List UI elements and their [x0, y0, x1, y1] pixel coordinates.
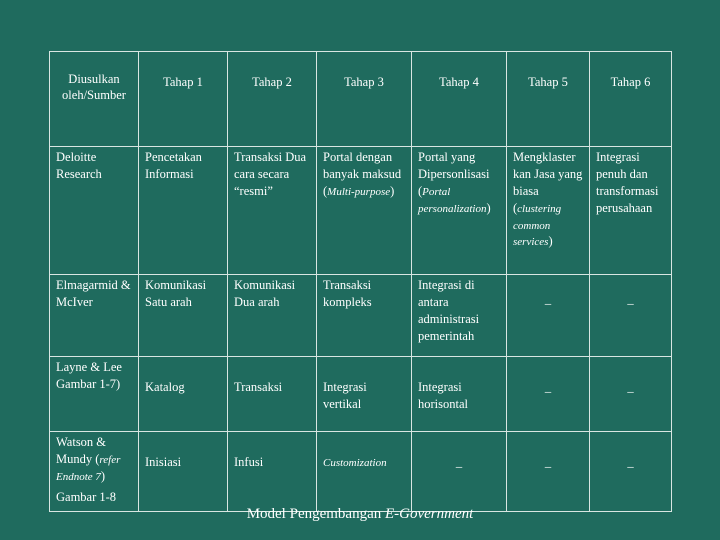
header-tahap-6: Tahap 6 [590, 52, 672, 147]
cell-tahap-5 [507, 147, 590, 275]
cell-tahap-6 [590, 275, 672, 357]
header-tahap-1: Tahap 1 [139, 52, 228, 147]
cell-text: Portal dengan banyak maksud ( [323, 150, 402, 198]
empty-dash: _ [544, 380, 552, 394]
header-tahap-5: Tahap 5 [507, 52, 590, 147]
cell-text: Portal yang Dipersonlisasi ( [418, 150, 490, 198]
table-row [50, 275, 672, 357]
cell-tahap-4 [412, 432, 507, 512]
slide-caption [0, 506, 720, 523]
cell-tahap-2: Komunikasi Dua arah [228, 275, 317, 357]
cell-text: Watson & Mundy ( [56, 435, 107, 466]
cell-tahap-1: Pencetakan Informasi [139, 147, 228, 275]
cell-tahap-3 [317, 147, 412, 275]
table-row [50, 147, 672, 275]
cell-tahap-3: Transaksi kompleks [317, 275, 412, 357]
header-tahap-4: Tahap 4 [412, 52, 507, 147]
cell-tahap-3 [317, 432, 412, 512]
row-source: Deloitte Research [50, 147, 139, 275]
empty-dash: _ [627, 455, 634, 469]
header-tahap-3: Tahap 3 [317, 52, 412, 147]
row-source [50, 432, 139, 512]
empty-dash: _ [455, 455, 463, 469]
cell-tahap-5 [507, 275, 590, 357]
cell-tahap-2: Transaksi Dua cara secara “resmi” [228, 147, 317, 275]
cell-text: ) [486, 200, 491, 215]
cell-tahap-6: Integrasi penuh dan transformasi perusahaan [590, 147, 672, 275]
cell-italic-text: Portal personalization [418, 185, 487, 215]
table-row [50, 357, 672, 432]
cell-text: ) [548, 234, 553, 249]
cell-italic-text: Customization [323, 457, 387, 469]
cell-tahap-1: Komunikasi Satu arah [139, 275, 228, 357]
cell-italic-text: Multi-purpose [327, 185, 391, 198]
header-source: Diusulkan oleh/Sumber [50, 52, 139, 147]
empty-dash: _ [544, 292, 552, 306]
row-source: Elmagarmid & McIver [50, 275, 139, 357]
cell-tahap-2: Infusi [228, 432, 317, 512]
empty-dash: _ [627, 292, 634, 306]
cell-tahap-4: Integrasi di antara administrasi pemerintah [412, 275, 507, 357]
header-tahap-2: Tahap 2 [228, 52, 317, 147]
table-header-row [50, 52, 672, 147]
cell-tahap-1: Inisiasi [139, 432, 228, 512]
cell-tahap-4: Integrasi horisontal [412, 357, 507, 432]
cell-italic-text: clustering common services [513, 202, 562, 249]
empty-dash: _ [627, 380, 634, 394]
empty-dash: _ [544, 455, 552, 469]
cell-text: ) [100, 468, 106, 483]
cell-text: ) [390, 183, 395, 198]
cell-tahap-6 [590, 432, 672, 512]
cell-text: Mengklaster kan Jasa yang biasa ( [513, 150, 583, 215]
cell-text: Gambar 1-8 [56, 489, 117, 504]
cell-tahap-2: Transaksi [228, 357, 317, 432]
cell-tahap-1: Katalog [139, 357, 228, 432]
caption-text: Model Pengembangan [246, 506, 385, 522]
row-source: Layne & Lee Gambar 1-7) [50, 357, 139, 432]
e-government-stage-table [49, 51, 672, 512]
cell-tahap-5 [507, 432, 590, 512]
cell-tahap-5 [507, 357, 590, 432]
cell-tahap-6 [590, 357, 672, 432]
cell-tahap-3: Integrasi vertikal [317, 357, 412, 432]
table-row [50, 432, 672, 512]
cell-italic-text: refer Endnote 7 [56, 453, 121, 483]
caption-emphasis: E-Government [385, 506, 474, 522]
cell-tahap-4 [412, 147, 507, 275]
